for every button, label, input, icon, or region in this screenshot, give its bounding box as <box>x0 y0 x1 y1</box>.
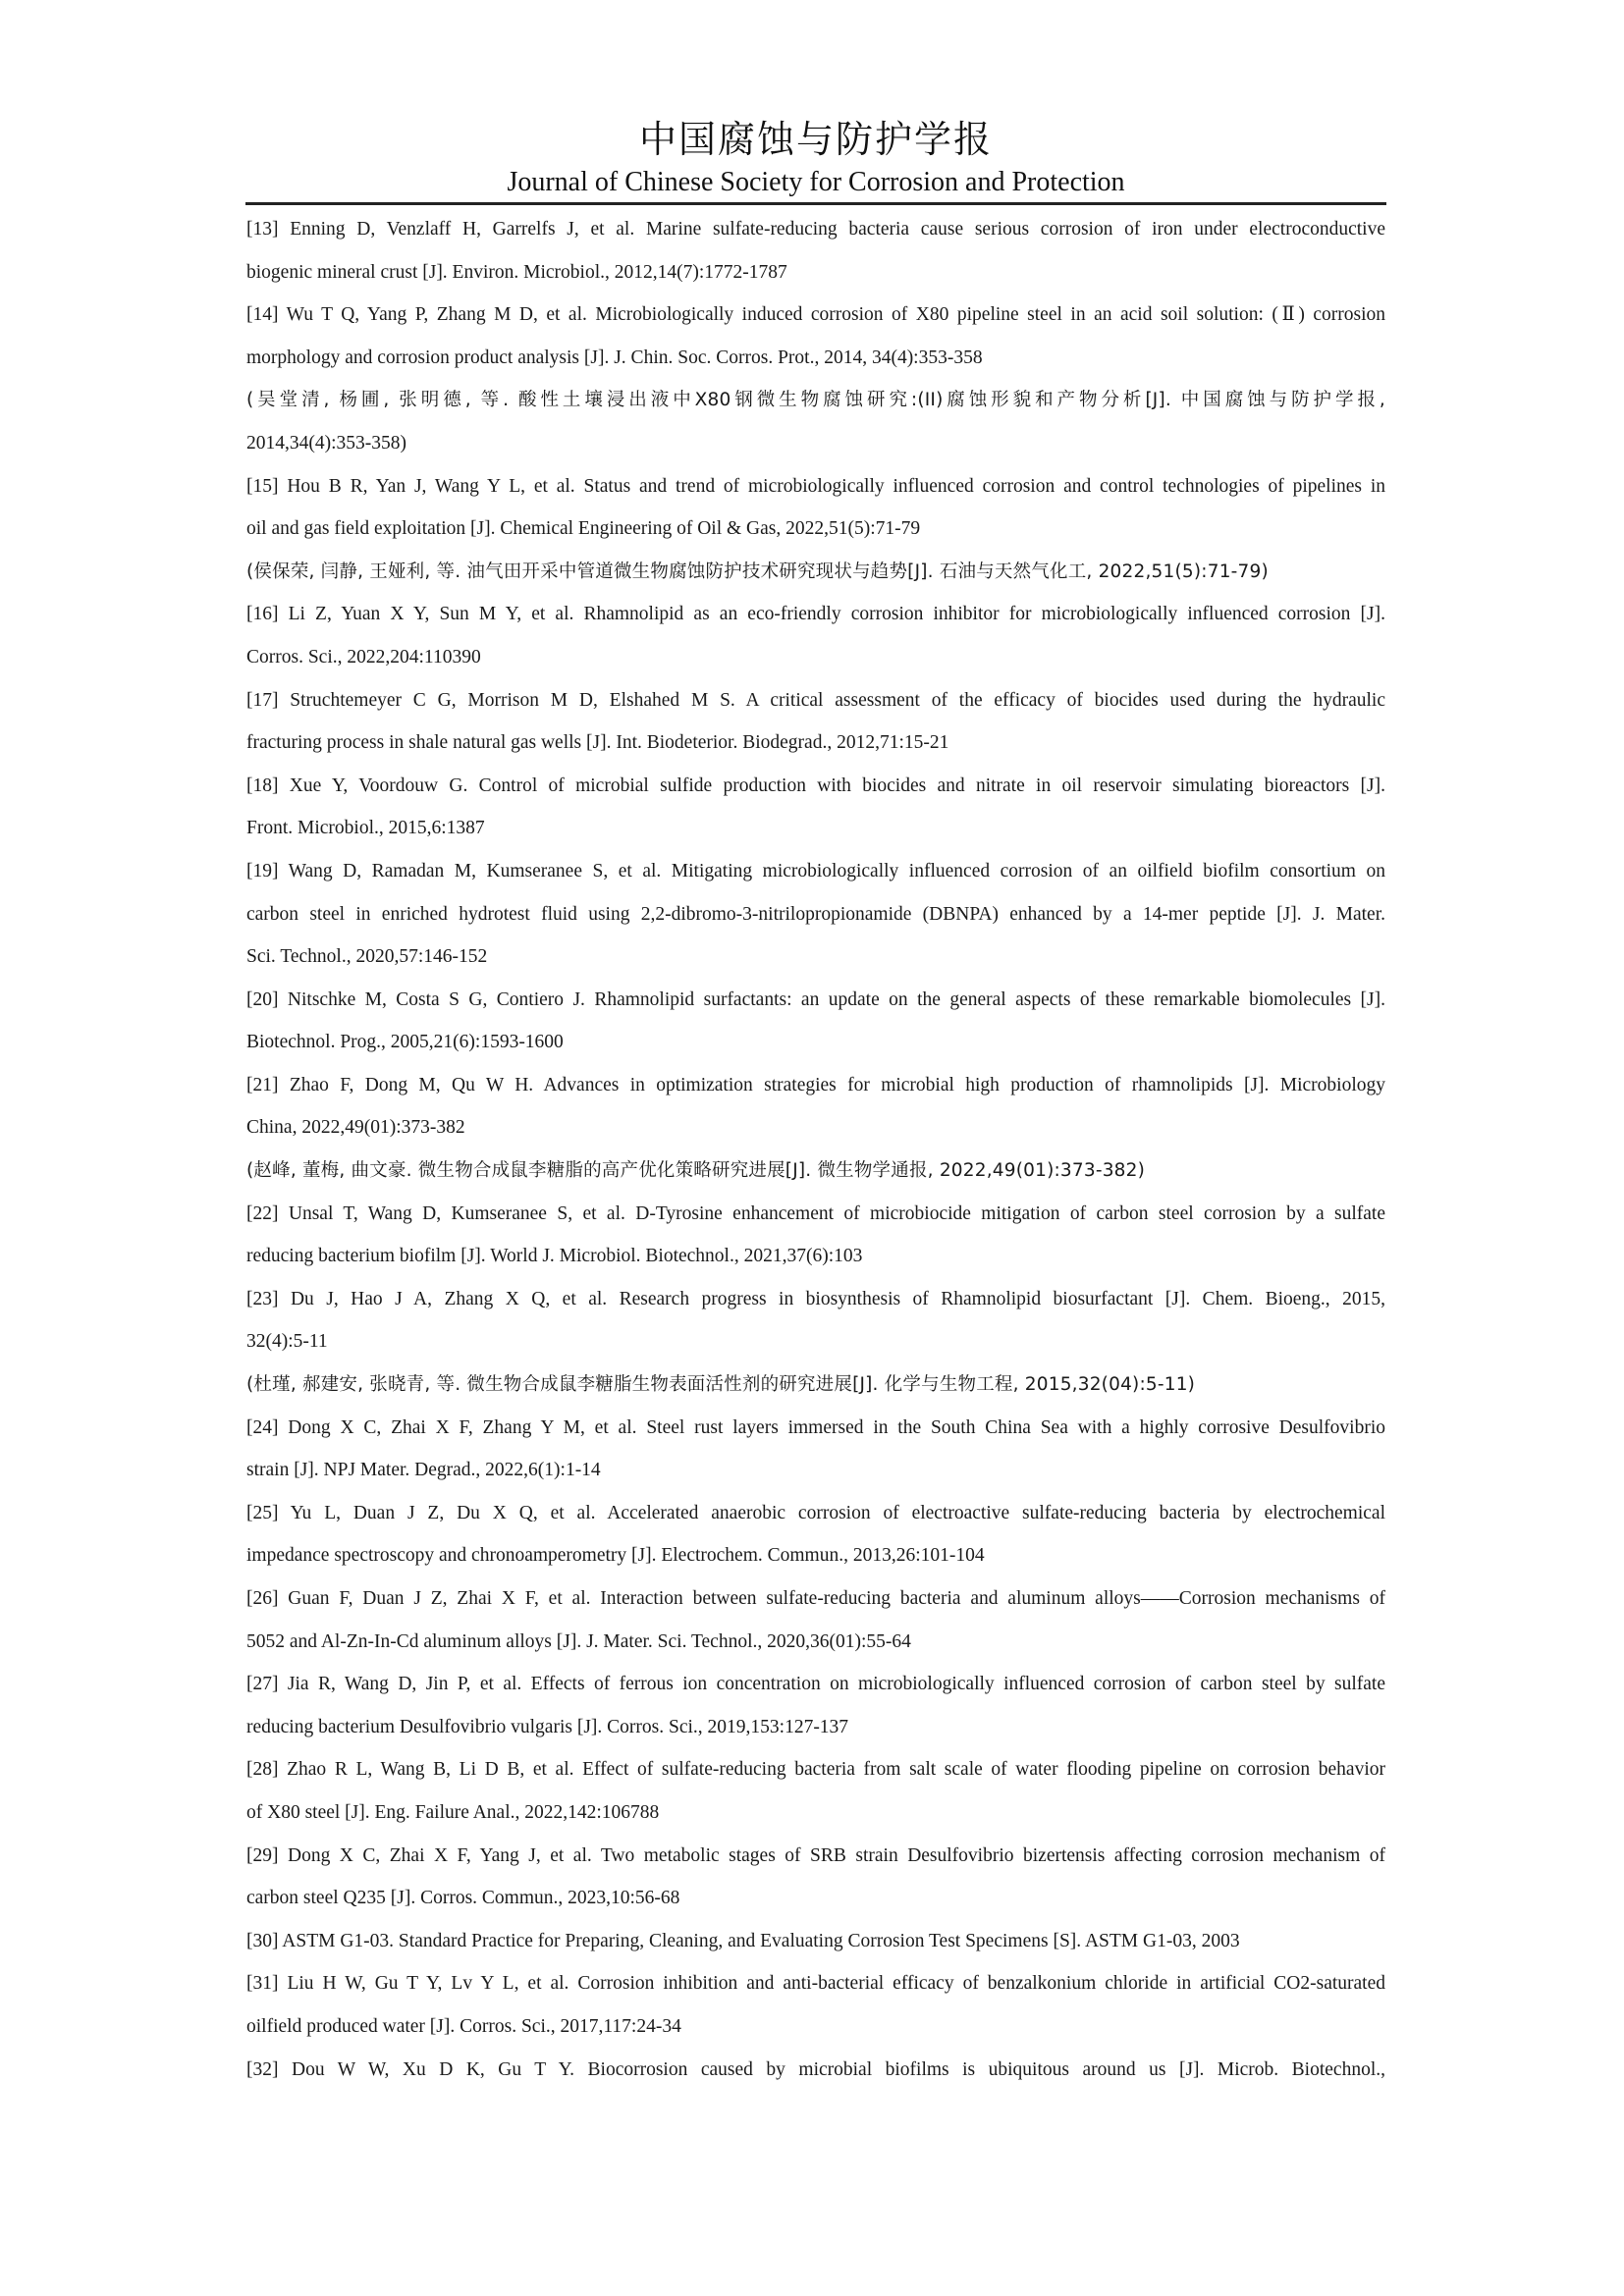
reference-line: of X80 steel [J]. Eng. Failure Anal., 2022,142:106788 <box>246 1801 660 1823</box>
reference-entry <box>246 1663 1385 1748</box>
reference-entry <box>246 765 1385 850</box>
reference-line: strain [J]. NPJ Mater. Degrad., 2022,6(1):1-14 <box>246 1460 601 1481</box>
reference-line: China, 2022,49(01):373-382 <box>246 1117 465 1139</box>
reference-entry <box>246 1278 1385 1407</box>
reference-entry <box>246 465 1385 594</box>
reference-line-chinese: (赵峰, 董梅, 曲文豪. 微生物合成鼠李糖脂的高产优化策略研究进展[J]. 微生物学通报, 2022,49(01):373-382) <box>246 1160 1146 1182</box>
reference-line: [15] Hou B R, Yan J, Wang Y L, et al. Status and trend of microbiologically influenced corrosion and control technologies of pipelines in <box>246 475 1385 497</box>
page-header <box>245 116 1386 200</box>
reference-line: reducing bacterium Desulfovibrio vulgaris [J]. Corros. Sci., 2019,153:127-137 <box>246 1716 849 1737</box>
reference-entry <box>246 2049 1385 2092</box>
reference-line: [20] Nitschke M, Costa S G, Contiero J. Rhamnolipid surfactants: an update on the general aspects of these remarkable biomolecules [J]. <box>246 988 1385 1010</box>
reference-line: [29] Dong X C, Zhai X F, Yang J, et al. Two metabolic stages of SRB strain Desulfovibrio bizertensis affecting corrosion mechanism of <box>246 1844 1385 1866</box>
reference-line: [27] Jia R, Wang D, Jin P, et al. Effects of ferrous ion concentration on microbiologically influenced corrosion of carbon steel by sulfate <box>246 1674 1385 1695</box>
reference-line: [26] Guan F, Duan J Z, Zhai X F, et al. Interaction between sulfate-reducing bacteria and aluminum alloys——Corrosion mechanisms of <box>246 1588 1385 1609</box>
reference-line: impedance spectroscopy and chronoamperometry [J]. Electrochem. Commun., 2013,26:101-104 <box>246 1545 985 1567</box>
reference-line: biogenic mineral crust [J]. Environ. Microbiol., 2012,14(7):1772-1787 <box>246 261 787 283</box>
reference-line: [25] Yu L, Duan J Z, Du X Q, et al. Accelerated anaerobic corrosion of electroactive sulfate-reducing bacteria by electrochemical <box>246 1502 1385 1523</box>
reference-line: morphology and corrosion product analysis [J]. J. Chin. Soc. Corros. Prot., 2014, 34(4):353-358 <box>246 347 983 368</box>
reference-entry <box>246 208 1385 294</box>
reference-line-chinese: (吴堂清, 杨圃, 张明德, 等. 酸性土壤浸出液中X80钢微生物腐蚀研究:(II)腐蚀形貌和产物分析[J]. 中国腐蚀与防护学报, <box>246 390 1385 411</box>
reference-line: carbon steel Q235 [J]. Corros. Commun., 2023,10:56-68 <box>246 1888 680 1909</box>
journal-title-chinese: 中国腐蚀与防护学报 <box>638 118 993 161</box>
reference-line: [18] Xue Y, Voordouw G. Control of microbial sulfide production with biocides and nitrate in oil reservoir simulating bioreactors [J]. <box>246 774 1385 796</box>
reference-line: oilfield produced water [J]. Corros. Sci., 2017,117:24-34 <box>246 2015 681 2037</box>
reference-line: [22] Unsal T, Wang D, Kumseranee S, et al. D-Tyrosine enhancement of microbiocide mitigation of carbon steel corrosion by a sulfate <box>246 1202 1385 1224</box>
reference-entry <box>246 1064 1385 1193</box>
reference-line-chinese: (杜瑾, 郝建安, 张晓青, 等. 微生物合成鼠李糖脂生物表面活性剂的研究进展[J]. 化学与生物工程, 2015,32(04):5-11) <box>246 1374 1196 1396</box>
reference-line: [17] Struchtemeyer C G, Morrison M D, Elshahed M S. A critical assessment of the efficacy of biocides used during the hydraulic <box>246 689 1385 711</box>
journal-title-english: Journal of Chinese Society for Corrosion and Protection <box>507 167 1125 197</box>
reference-line: [31] Liu H W, Gu T Y, Lv Y L, et al. Corrosion inhibition and anti-bacterial efficacy of benzalkonium chloride in artificial CO2-saturated <box>246 1973 1385 1995</box>
reference-entry <box>246 979 1385 1064</box>
reference-line: [14] Wu T Q, Yang P, Zhang M D, et al. Microbiologically induced corrosion of X80 pipeline steel in an acid soil solution: (Ⅱ) corrosion <box>246 304 1385 326</box>
reference-line: carbon steel in enriched hydrotest fluid using 2,2-dibromo-3-nitrilopropionamide (DBNPA) enhanced by a 14-mer peptide [J]. J. Mater. <box>246 903 1385 925</box>
reference-entry <box>246 1835 1385 1920</box>
reference-line: [32] Dou W W, Xu D K, Gu T Y. Biocorrosion caused by microbial biofilms is ubiquitous around us [J]. Microb. Biotechnol., <box>246 2058 1385 2080</box>
reference-entry <box>246 1577 1385 1663</box>
reference-entry <box>246 850 1385 979</box>
reference-entry <box>246 1920 1385 1963</box>
reference-line: [24] Dong X C, Zhai X F, Zhang Y M, et al. Steel rust layers immersed in the South China Sea with a highly corrosive Desulfovibrio <box>246 1416 1385 1438</box>
reference-entry <box>246 1748 1385 1834</box>
reference-line: [19] Wang D, Ramadan M, Kumseranee S, et al. Mitigating microbiologically influenced corrosion of an oilfield biofilm consortium on <box>246 860 1385 881</box>
reference-entry <box>246 1962 1385 2048</box>
reference-line: Front. Microbiol., 2015,6:1387 <box>246 818 485 839</box>
reference-line: 5052 and Al-Zn-In-Cd aluminum alloys [J]. J. Mater. Sci. Technol., 2020,36(01):55-64 <box>246 1630 911 1652</box>
reference-entry <box>246 1492 1385 1577</box>
header-divider <box>245 202 1386 205</box>
reference-line: [23] Du J, Hao J A, Zhang X Q, et al. Research progress in biosynthesis of Rhamnolipid biosurfactant [J]. Chem. Bioeng., 2015, <box>246 1288 1385 1309</box>
reference-line: 2014,34(4):353-358) <box>246 432 407 454</box>
reference-line: [13] Enning D, Venzlaff H, Garrelfs J, et al. Marine sulfate-reducing bacteria cause serious corrosion of iron under electroconductive <box>246 219 1385 240</box>
reference-line: fracturing process in shale natural gas wells [J]. Int. Biodeterior. Biodegrad., 2012,71:15-21 <box>246 732 949 754</box>
reference-line: 32(4):5-11 <box>246 1331 328 1353</box>
reference-entry <box>246 593 1385 678</box>
reference-line: [16] Li Z, Yuan X Y, Sun M Y, et al. Rhamnolipid as an eco-friendly corrosion inhibitor for microbiologically influenced corrosion [J]. <box>246 604 1385 625</box>
reference-line: [21] Zhao F, Dong M, Qu W H. Advances in optimization strategies for microbial high production of rhamnolipids [J]. Microbiology <box>246 1074 1385 1095</box>
reference-line: [30] ASTM G1-03. Standard Practice for Preparing, Cleaning, and Evaluating Corrosion Test Specimens [S]. ASTM G1-03, 2003 <box>246 1930 1240 1951</box>
reference-entry <box>246 679 1385 765</box>
reference-line: Sci. Technol., 2020,57:146-152 <box>246 946 488 968</box>
reference-line: Corros. Sci., 2022,204:110390 <box>246 646 481 667</box>
reference-entry <box>246 1193 1385 1278</box>
reference-list <box>246 208 1385 2091</box>
reference-line: reducing bacterium biofilm [J]. World J. Microbiol. Biotechnol., 2021,37(6):103 <box>246 1246 863 1267</box>
reference-line: Biotechnol. Prog., 2005,21(6):1593-1600 <box>246 1032 564 1053</box>
reference-entry <box>246 294 1385 464</box>
reference-line-chinese: (侯保荣, 闫静, 王娅利, 等. 油气田开采中管道微生物腐蚀防护技术研究现状与趋势[J]. 石油与天然气化工, 2022,51(5):71-79) <box>246 561 1269 582</box>
reference-line: oil and gas field exploitation [J]. Chemical Engineering of Oil & Gas, 2022,51(5):71-79 <box>246 518 921 540</box>
reference-line: [28] Zhao R L, Wang B, Li D B, et al. Effect of sulfate-reducing bacteria from salt scale of water flooding pipeline on corrosion behavior <box>246 1759 1385 1781</box>
reference-entry <box>246 1407 1385 1492</box>
